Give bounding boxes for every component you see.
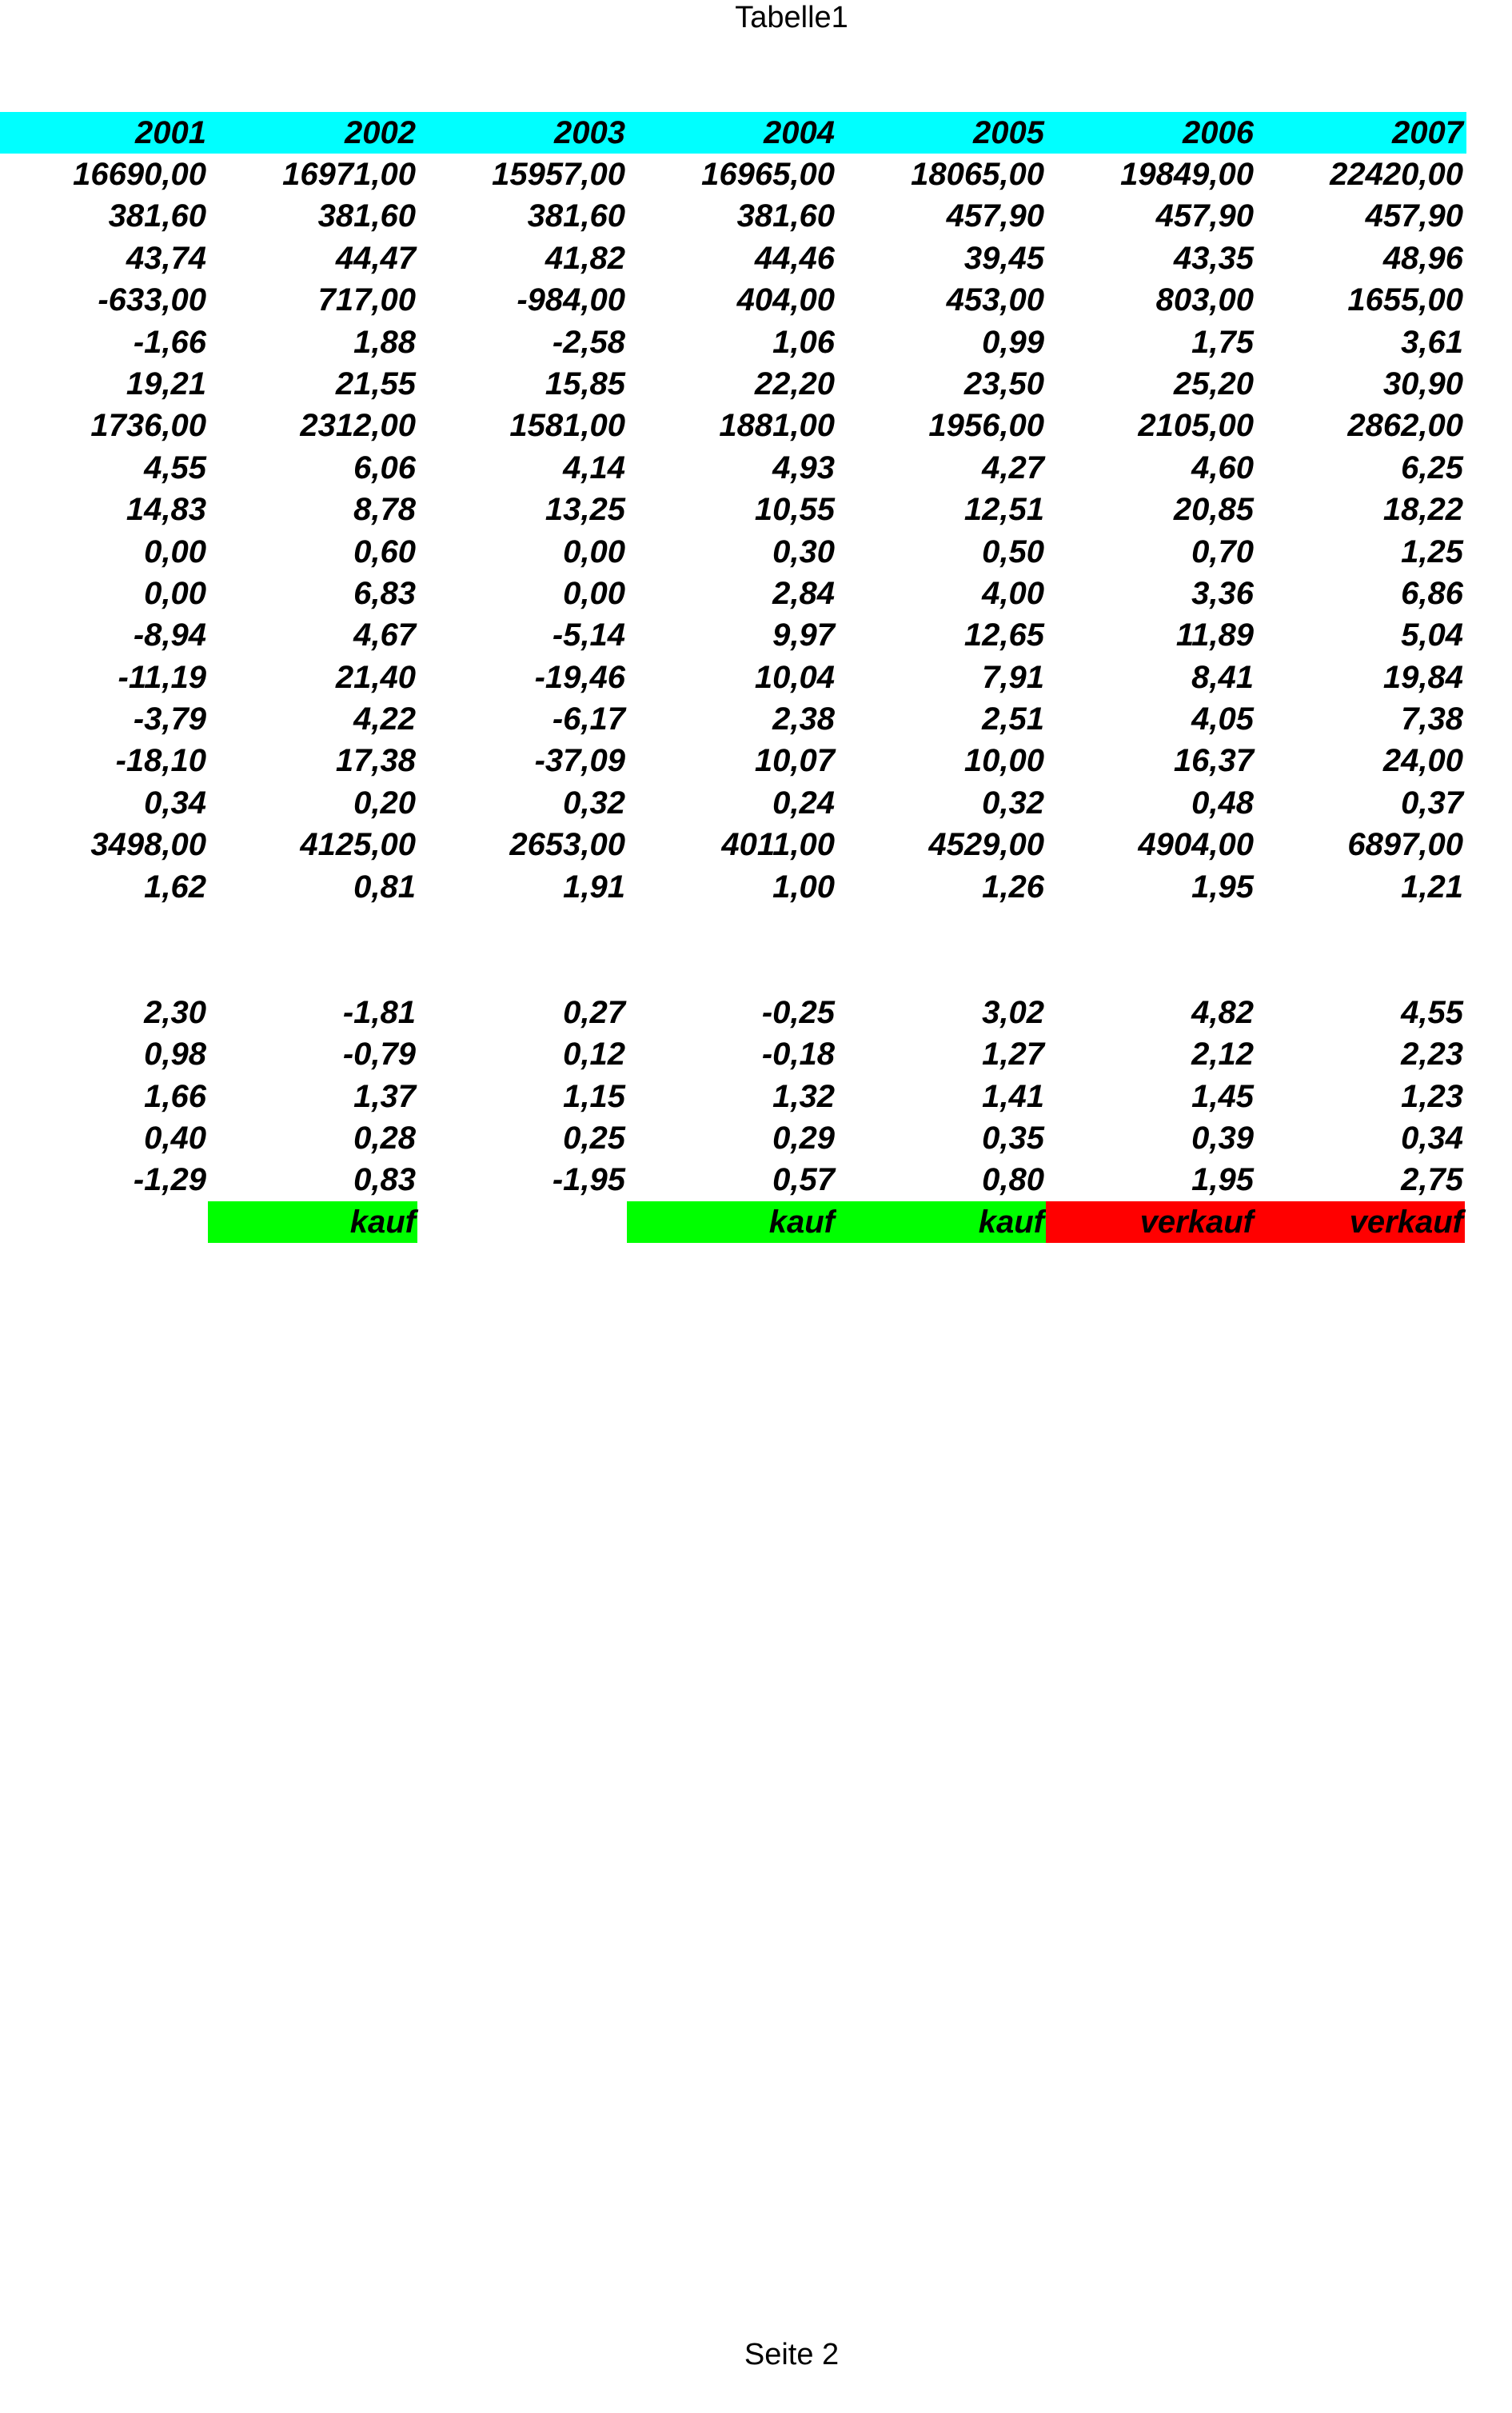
signal-cell-none xyxy=(0,1201,208,1243)
value-cell: 8,78 xyxy=(353,492,416,528)
table-row xyxy=(0,489,1466,530)
year-header-cell: 2006 xyxy=(1183,115,1254,150)
value-cell: -1,29 xyxy=(133,1162,206,1198)
table-row xyxy=(0,1076,1466,1117)
value-cell: -8,94 xyxy=(133,617,206,653)
table-row xyxy=(0,405,1466,446)
value-cell: 16,37 xyxy=(1173,743,1254,779)
blank-row xyxy=(0,908,1466,949)
value-cell: 19849,00 xyxy=(1120,157,1254,192)
year-header-cell: 2005 xyxy=(973,115,1044,150)
value-cell: -19,46 xyxy=(534,659,625,695)
value-cell: 0,24 xyxy=(772,785,835,821)
value-cell: 0,29 xyxy=(772,1120,835,1156)
value-cell: 5,04 xyxy=(1401,617,1463,653)
value-cell: -18,10 xyxy=(115,743,206,779)
signal-row xyxy=(0,1201,1466,1243)
value-cell: 1,06 xyxy=(772,324,835,360)
value-cell: 6897,00 xyxy=(1347,827,1463,863)
table-row xyxy=(0,824,1466,865)
spreadsheet-table xyxy=(0,112,1466,1243)
value-cell: 1881,00 xyxy=(719,408,835,444)
value-cell: 0,57 xyxy=(772,1162,835,1198)
value-cell: 19,84 xyxy=(1382,659,1463,695)
value-cell: 4,22 xyxy=(353,701,416,737)
value-cell: 0,80 xyxy=(982,1162,1044,1198)
signal-cell-none xyxy=(417,1201,627,1243)
signal-cell-sell: verkauf xyxy=(1255,1201,1465,1243)
value-cell: 4,55 xyxy=(144,449,206,485)
value-cell: 2862,00 xyxy=(1347,408,1463,444)
value-cell: 0,50 xyxy=(982,533,1044,569)
year-header-cell: 2004 xyxy=(764,115,835,150)
value-cell: 0,34 xyxy=(1401,1120,1463,1156)
value-cell: 0,25 xyxy=(563,1120,625,1156)
table-row xyxy=(0,447,1466,489)
value-cell: 1,23 xyxy=(1401,1078,1463,1114)
value-cell: 1,32 xyxy=(772,1078,835,1114)
value-cell: 4,55 xyxy=(1401,994,1463,1030)
value-cell: -633,00 xyxy=(98,282,206,318)
value-cell: 4904,00 xyxy=(1138,827,1254,863)
value-cell: 0,98 xyxy=(144,1037,206,1073)
value-cell: 2,51 xyxy=(982,701,1044,737)
value-cell: 4529,00 xyxy=(928,827,1044,863)
value-cell: 4,93 xyxy=(772,449,835,485)
value-cell: 381,60 xyxy=(527,198,625,234)
value-cell: 13,25 xyxy=(545,492,625,528)
value-cell: -6,17 xyxy=(552,701,625,737)
value-cell: 20,85 xyxy=(1173,492,1254,528)
value-cell: 3,36 xyxy=(1191,575,1254,611)
value-cell: 44,47 xyxy=(335,240,416,276)
value-cell: -0,25 xyxy=(761,994,835,1030)
value-cell: 16971,00 xyxy=(282,157,416,192)
value-cell: 6,25 xyxy=(1401,449,1463,485)
value-cell: 4,00 xyxy=(982,575,1044,611)
value-cell: 4,82 xyxy=(1191,994,1254,1030)
value-cell: 21,55 xyxy=(335,366,416,402)
value-cell: 10,00 xyxy=(963,743,1044,779)
value-cell: 1655,00 xyxy=(1347,282,1463,318)
value-cell: 24,00 xyxy=(1382,743,1463,779)
value-cell: 3,02 xyxy=(982,994,1044,1030)
value-cell: 8,41 xyxy=(1191,659,1254,695)
value-cell: 18,22 xyxy=(1382,492,1463,528)
value-cell: 381,60 xyxy=(317,198,416,234)
value-cell: 21,40 xyxy=(335,659,416,695)
value-cell: 4125,00 xyxy=(300,827,416,863)
value-cell: 1,91 xyxy=(563,869,625,905)
value-cell: 2,12 xyxy=(1191,1037,1254,1073)
value-cell: 1,15 xyxy=(563,1078,625,1114)
value-cell: 0,28 xyxy=(353,1120,416,1156)
value-cell: 4011,00 xyxy=(721,827,835,863)
value-cell: 0,81 xyxy=(353,869,416,905)
value-cell: 30,90 xyxy=(1382,366,1463,402)
value-cell: 0,20 xyxy=(353,785,416,821)
value-cell: 1,00 xyxy=(772,869,835,905)
value-cell: 4,27 xyxy=(982,449,1044,485)
value-cell: 10,55 xyxy=(754,492,835,528)
value-cell: 6,06 xyxy=(353,449,416,485)
value-cell: -0,18 xyxy=(761,1037,835,1073)
value-cell: 1,37 xyxy=(353,1078,416,1114)
value-cell: 43,35 xyxy=(1173,240,1254,276)
value-cell: 2653,00 xyxy=(509,827,625,863)
value-cell: 1736,00 xyxy=(90,408,206,444)
value-cell: -37,09 xyxy=(534,743,625,779)
table-row xyxy=(0,238,1466,279)
value-cell: 4,67 xyxy=(353,617,416,653)
value-cell: 4,60 xyxy=(1191,449,1254,485)
value-cell: 4,14 xyxy=(563,449,625,485)
value-cell: 43,74 xyxy=(126,240,206,276)
value-cell: 0,27 xyxy=(563,994,625,1030)
value-cell: 11,89 xyxy=(1175,617,1254,653)
signal-cell-buy: kauf xyxy=(627,1201,836,1243)
table-row xyxy=(0,614,1466,656)
value-cell: 453,00 xyxy=(946,282,1044,318)
value-cell: 1,95 xyxy=(1191,1162,1254,1198)
value-cell: 0,48 xyxy=(1191,785,1254,821)
value-cell: -1,66 xyxy=(133,324,206,360)
value-cell: 1,45 xyxy=(1191,1078,1254,1114)
value-cell: 457,90 xyxy=(1365,198,1463,234)
value-cell: 3498,00 xyxy=(90,827,206,863)
value-cell: 7,91 xyxy=(982,659,1044,695)
value-cell: 15,85 xyxy=(545,366,625,402)
value-cell: 381,60 xyxy=(108,198,206,234)
value-cell: 0,12 xyxy=(563,1037,625,1073)
table-row xyxy=(0,1117,1466,1159)
value-cell: 39,45 xyxy=(963,240,1044,276)
value-cell: 2312,00 xyxy=(300,408,416,444)
value-cell: 0,32 xyxy=(982,785,1044,821)
value-cell: 4,05 xyxy=(1191,701,1254,737)
value-cell: 2,30 xyxy=(144,994,206,1030)
value-cell: 404,00 xyxy=(736,282,835,318)
value-cell: 0,00 xyxy=(563,575,625,611)
page-footer: Seite 2 xyxy=(744,2338,840,2371)
value-cell: 0,30 xyxy=(772,533,835,569)
value-cell: 22420,00 xyxy=(1330,157,1463,192)
year-header-cell: 2007 xyxy=(1392,115,1463,150)
value-cell: 23,50 xyxy=(963,366,1044,402)
value-cell: 0,32 xyxy=(563,785,625,821)
table-row xyxy=(0,363,1466,405)
sheet-title: Tabelle1 xyxy=(735,1,848,34)
value-cell: -1,81 xyxy=(342,994,416,1030)
value-cell: 1,88 xyxy=(353,324,416,360)
table-row xyxy=(0,866,1466,908)
table-row xyxy=(0,531,1466,573)
value-cell: 14,83 xyxy=(126,492,206,528)
value-cell: 1,26 xyxy=(982,869,1044,905)
value-cell: 1,75 xyxy=(1191,324,1254,360)
value-cell: 457,90 xyxy=(946,198,1044,234)
signal-cell-sell: verkauf xyxy=(1046,1201,1255,1243)
table-row xyxy=(0,195,1466,237)
value-cell: 44,46 xyxy=(754,240,835,276)
value-cell: 1956,00 xyxy=(928,408,1044,444)
value-cell: -11,19 xyxy=(118,659,206,695)
year-header-cell: 2002 xyxy=(345,115,416,150)
value-cell: 41,82 xyxy=(545,240,625,276)
signal-cell-buy: kauf xyxy=(208,1201,417,1243)
value-cell: 1,66 xyxy=(144,1078,206,1114)
value-cell: 2105,00 xyxy=(1138,408,1254,444)
value-cell: 1,41 xyxy=(982,1078,1044,1114)
value-cell: 0,00 xyxy=(563,533,625,569)
value-cell: 0,40 xyxy=(144,1120,206,1156)
value-cell: 0,39 xyxy=(1191,1120,1254,1156)
value-cell: -0,79 xyxy=(342,1037,416,1073)
value-cell: 2,84 xyxy=(772,575,835,611)
value-cell: 0,60 xyxy=(353,533,416,569)
table-row xyxy=(0,992,1466,1033)
value-cell: 48,96 xyxy=(1382,240,1463,276)
value-cell: 0,99 xyxy=(982,324,1044,360)
year-header-cell: 2001 xyxy=(135,115,206,150)
value-cell: 25,20 xyxy=(1173,366,1254,402)
value-cell: 7,38 xyxy=(1401,701,1463,737)
value-cell: 16965,00 xyxy=(701,157,835,192)
signal-cell-buy: kauf xyxy=(836,1201,1046,1243)
value-cell: -5,14 xyxy=(552,617,625,653)
value-cell: 0,83 xyxy=(353,1162,416,1198)
value-cell: 12,51 xyxy=(963,492,1044,528)
table-row xyxy=(0,657,1466,698)
table-row xyxy=(0,782,1466,824)
table-row xyxy=(0,279,1466,321)
table-row xyxy=(0,1033,1466,1075)
table-row xyxy=(0,740,1466,781)
value-cell: 0,00 xyxy=(144,575,206,611)
blank-row xyxy=(0,949,1466,991)
value-cell: 9,97 xyxy=(772,617,835,653)
value-cell: 15957,00 xyxy=(492,157,625,192)
value-cell: 1,95 xyxy=(1191,869,1254,905)
value-cell: -1,95 xyxy=(552,1162,625,1198)
value-cell: 1,62 xyxy=(144,869,206,905)
value-cell: 1,21 xyxy=(1401,869,1463,905)
year-header-cell: 2003 xyxy=(554,115,625,150)
value-cell: -984,00 xyxy=(517,282,625,318)
table-row xyxy=(0,698,1466,740)
value-cell: 0,34 xyxy=(144,785,206,821)
value-cell: 18065,00 xyxy=(911,157,1044,192)
value-cell: 0,37 xyxy=(1401,785,1463,821)
value-cell: 803,00 xyxy=(1155,282,1254,318)
value-cell: 2,38 xyxy=(772,701,835,737)
value-cell: 2,75 xyxy=(1401,1162,1463,1198)
value-cell: 19,21 xyxy=(126,366,206,402)
value-cell: 10,07 xyxy=(754,743,835,779)
value-cell: 22,20 xyxy=(754,366,835,402)
table-row xyxy=(0,154,1466,195)
value-cell: 0,35 xyxy=(982,1120,1044,1156)
value-cell: 10,04 xyxy=(754,659,835,695)
value-cell: 2,23 xyxy=(1401,1037,1463,1073)
table-row xyxy=(0,322,1466,363)
value-cell: 1,25 xyxy=(1401,533,1463,569)
value-cell: 717,00 xyxy=(317,282,416,318)
value-cell: -2,58 xyxy=(552,324,625,360)
value-cell: 457,90 xyxy=(1155,198,1254,234)
value-cell: 16690,00 xyxy=(73,157,206,192)
value-cell: 17,38 xyxy=(335,743,416,779)
value-cell: 6,83 xyxy=(353,575,416,611)
year-header-row xyxy=(0,112,1466,154)
value-cell: 3,61 xyxy=(1401,324,1463,360)
value-cell: 12,65 xyxy=(963,617,1044,653)
value-cell: 0,70 xyxy=(1191,533,1254,569)
value-cell: 0,00 xyxy=(144,533,206,569)
value-cell: 1,27 xyxy=(982,1037,1044,1073)
value-cell: 6,86 xyxy=(1401,575,1463,611)
value-cell: 1581,00 xyxy=(509,408,625,444)
value-cell: 381,60 xyxy=(736,198,835,234)
table-row xyxy=(0,573,1466,614)
value-cell: -3,79 xyxy=(133,701,206,737)
table-row xyxy=(0,1159,1466,1201)
